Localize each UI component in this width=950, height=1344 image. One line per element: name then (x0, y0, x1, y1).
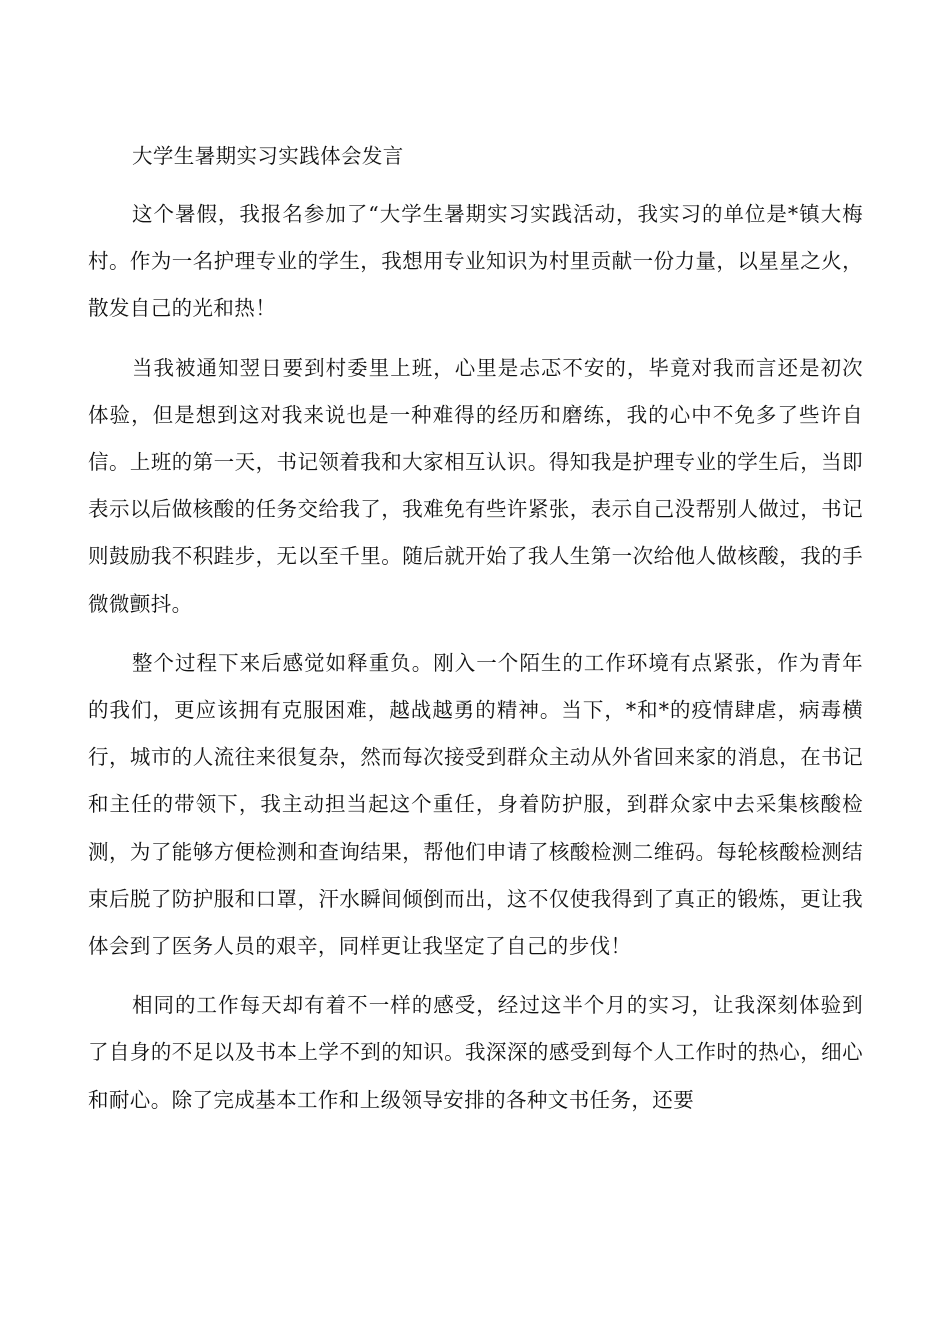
paragraph-2: 当我被通知翌日要到村委里上班，心里是忐忑不安的，毕竟对我而言还是初次体验，但是想到这对我来说也是一种难得的经历和磨练，我的心中不免多了些许自信。上班的第一天，书记领着我和大家相互认识。得知我是护理专业的学生后，当即表示以后做核酸的任务交给我了，我难免有些许紧张，表示自己没帮别人做过，书记则鼓励我不积跬步，无以至千里。随后就开始了我人生第一次给他人做核酸，我的手微微颤抖。 (88, 355, 863, 616)
paragraph-4: 相同的工作每天却有着不一样的感受，经过这半个月的实习，让我深刻体验到了自身的不足以及书本上学不到的知识。我深深的感受到每个人工作时的热心，细心和耐心。除了完成基本工作和上级领导安排的各种文书任务，还要 (88, 993, 863, 1112)
paragraph-1: 这个暑假，我报名参加了“大学生暑期实习实践活动，我实习的单位是*镇大梅村。作为一名护理专业的学生，我想用专业知识为村里贡献一份力量，以星星之火，散发自己的光和热！ (88, 202, 863, 321)
paragraph-3: 整个过程下来后感觉如释重负。刚入一个陌生的工作环境有点紧张，作为青年的我们，更应该拥有克服困难，越战越勇的精神。当下，*和*的疫情肆虐，病毒横行，城市的人流往来很复杂，然而每次接受到群众主动从外省回来家的消息，在书记和主任的带领下，我主动担当起这个重任，身着防护服，到群众家中去采集核酸检测，为了能够方便检测和查询结果，帮他们申请了核酸检测二维码。每轮核酸检测结束后脱了防护服和口罩，汗水瞬间倾倒而出，这不仅使我得到了真正的锻炼，更让我体会到了医务人员的艰辛，同样更让我坚定了自己的步伐！ (88, 650, 863, 959)
document-title: 大学生暑期实习实践体会发言 (132, 144, 404, 168)
document-body (88, 133, 863, 1124)
